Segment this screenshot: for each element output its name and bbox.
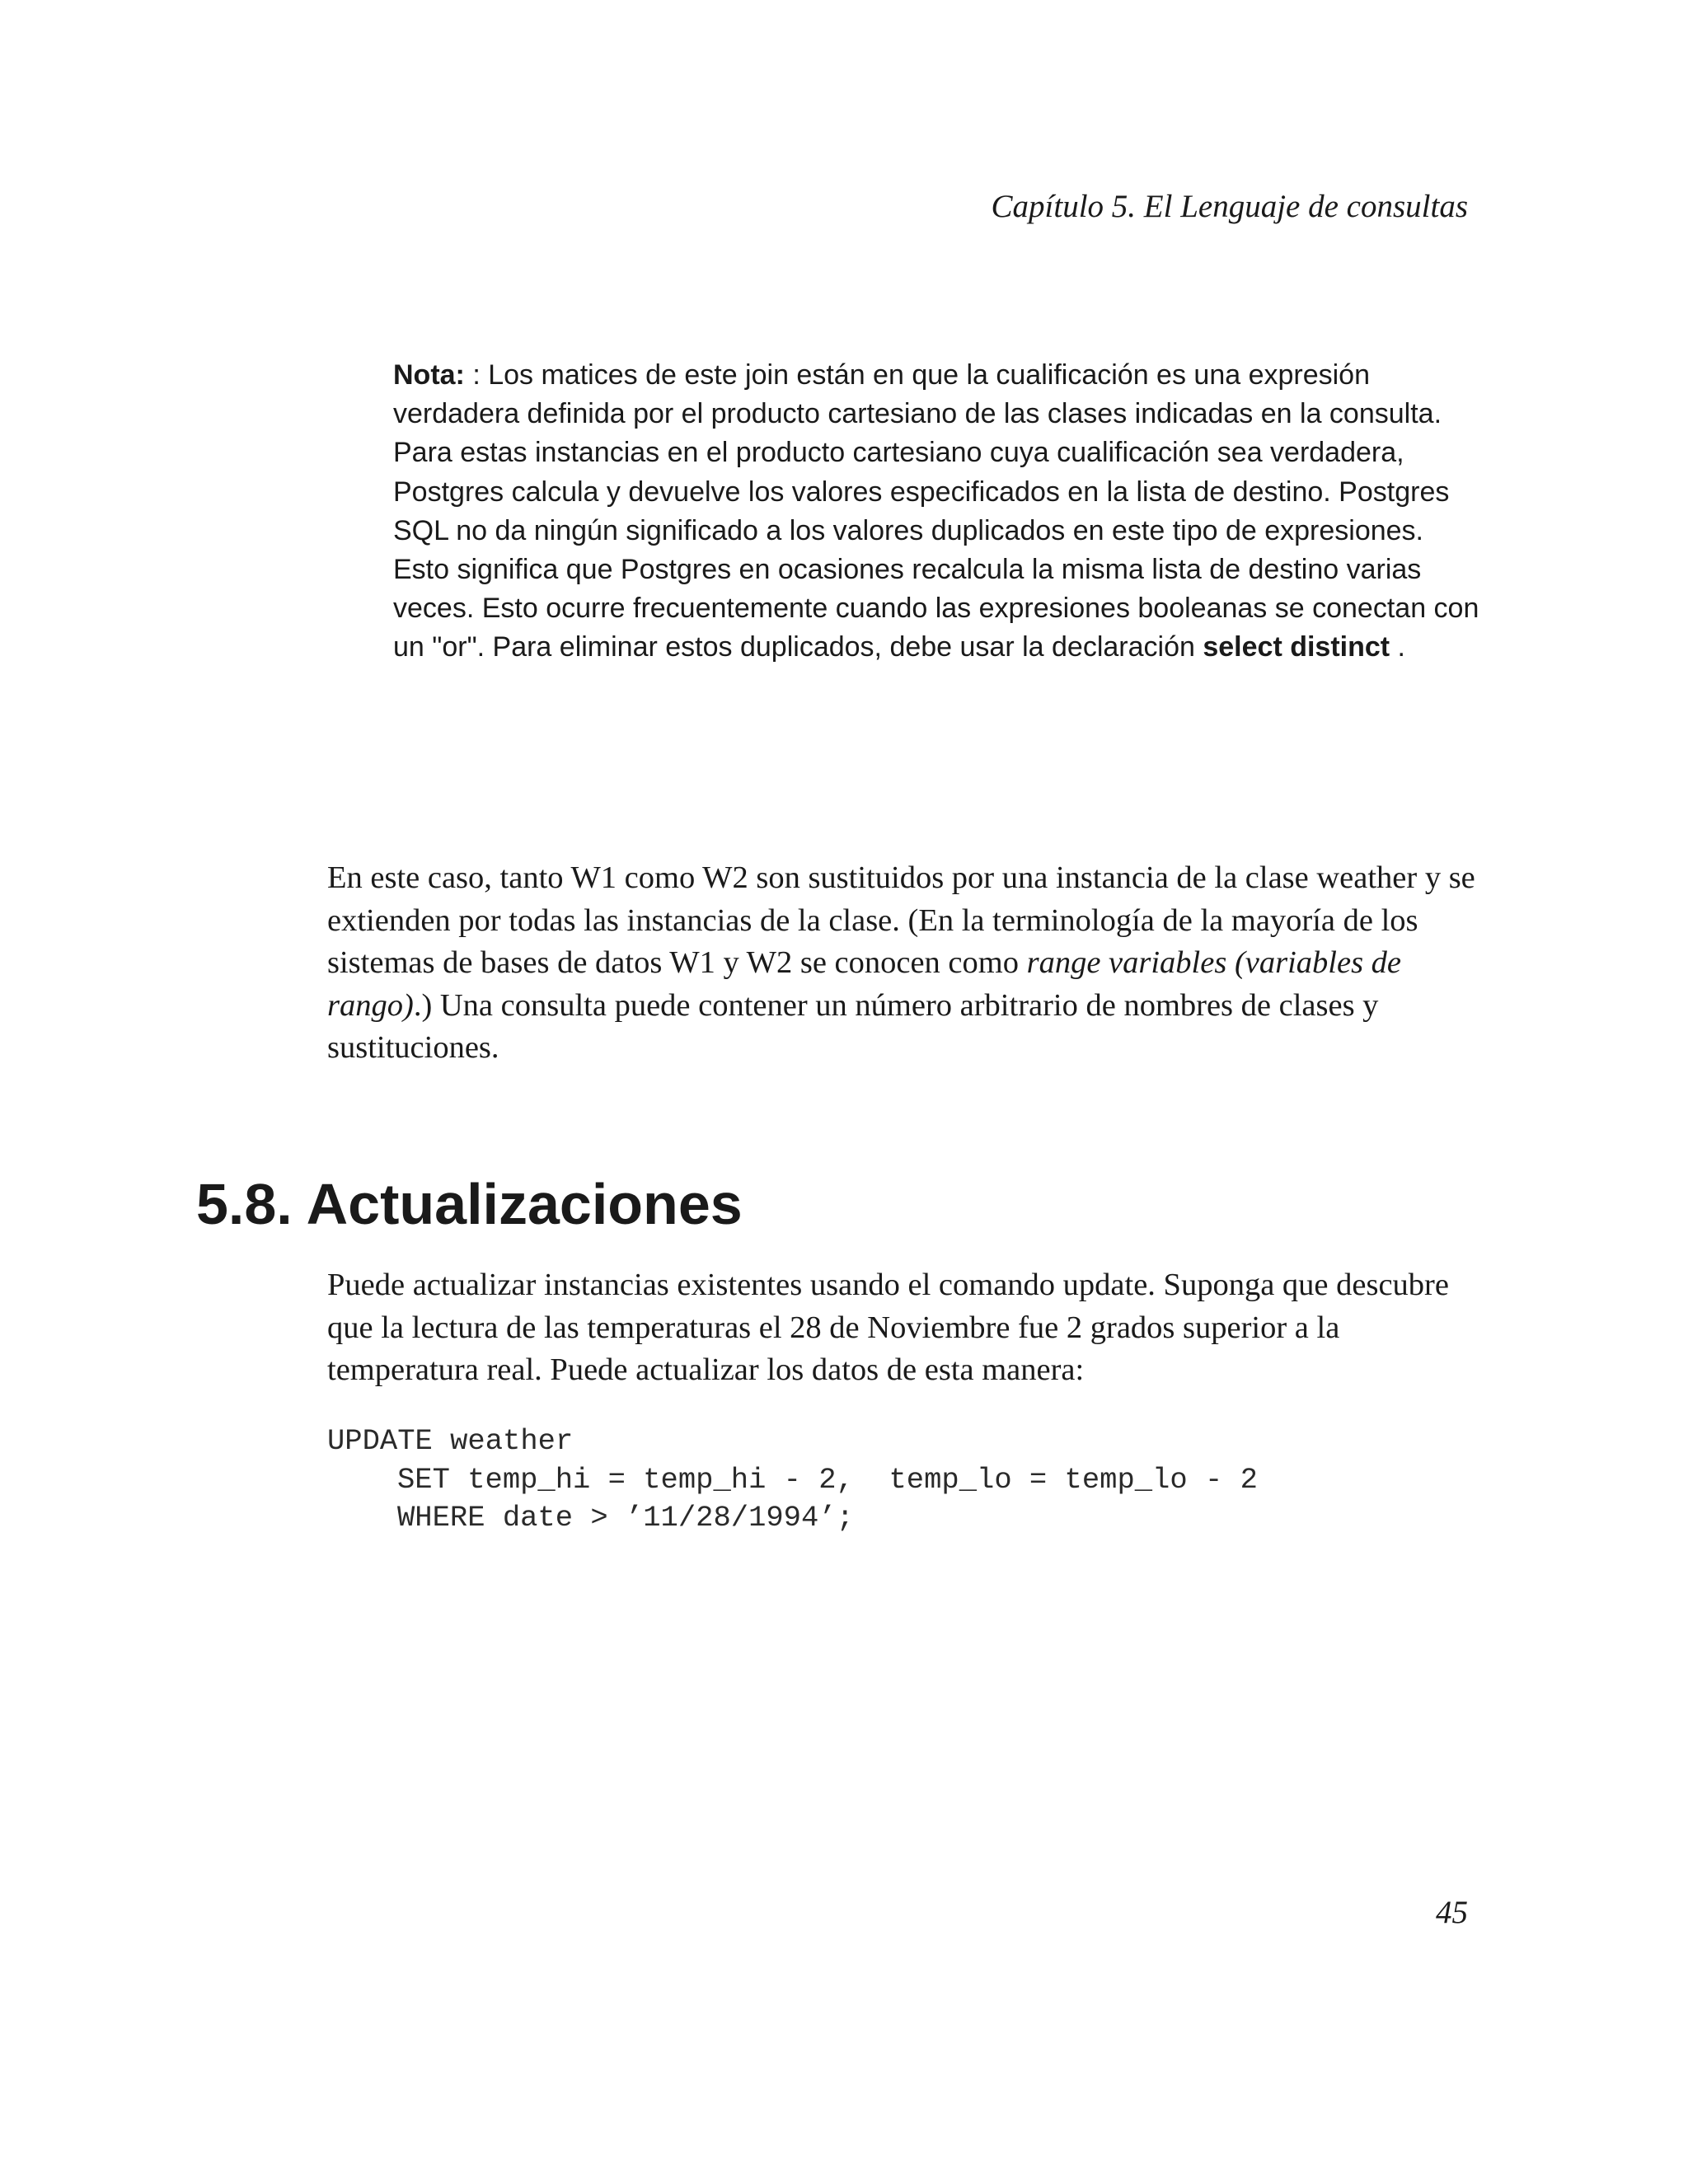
code-block [327,1422,1258,1538]
section-heading: 5.8. Actualizaciones [196,1172,743,1236]
paragraph-range-variables [327,857,1489,1070]
paragraph-1-text-part2: .) Una consulta puede contener un número arbitrario de nombres de clases y sustituciones. [327,987,1379,1065]
code-line: UPDATE weather [327,1424,574,1458]
code-line: WHERE date > ’11/28/1994’; [397,1501,854,1535]
note-text-part2: . [1390,631,1406,663]
note-text-part1: : Los matices de este join están en que la cualificación es una expresión verdadera definida por el producto cartesiano de las clases indicadas en la consulta. Para estas instancias en el producto cartesiano cuya cualificación sea verdadera, Postgres calcula y devuelve los valores especificados en la lista de destino. Postgres SQL no da ningún significado a los valores duplicados en este tipo de expresiones. Esto significa que Postgres en ocasiones recalcula la misma lista de destino varias veces. Esto ocurre frecuentemente cuando las expresiones booleanas se conectan con un "or". Para eliminar estos duplicados, debe usar la declaración [393,359,1479,663]
note-label: Nota: [393,359,465,391]
page-number: 45 [1436,1895,1468,1930]
paragraph-1-italic-term: range variables (variables de rango) [327,945,1402,1023]
note-bold-term: select distinct [1203,631,1390,663]
code-line: SET temp_hi = temp_hi - 2, temp_lo = temp_lo - 2 [397,1462,1258,1497]
running-header: Capítulo 5. El Lenguaje de consultas [991,189,1468,224]
note-block [393,356,1481,668]
paragraph-update-intro: Puede actualizar instancias existentes usando el comando update. Suponga que descubre que la lectura de las temperaturas el 28 de Noviembre fue 2 grados superior a la temperatura real. Puede actualizar los datos de esta manera: [327,1268,1449,1387]
paragraph-1-text-part1: En este caso, tanto W1 como W2 son sustituidos por una instancia de la clase weather y se extienden por todas las instancias de la clase. (En la terminología de la mayoría de los sistemas de bases de datos W1 y W2 se conocen como [327,860,1475,980]
